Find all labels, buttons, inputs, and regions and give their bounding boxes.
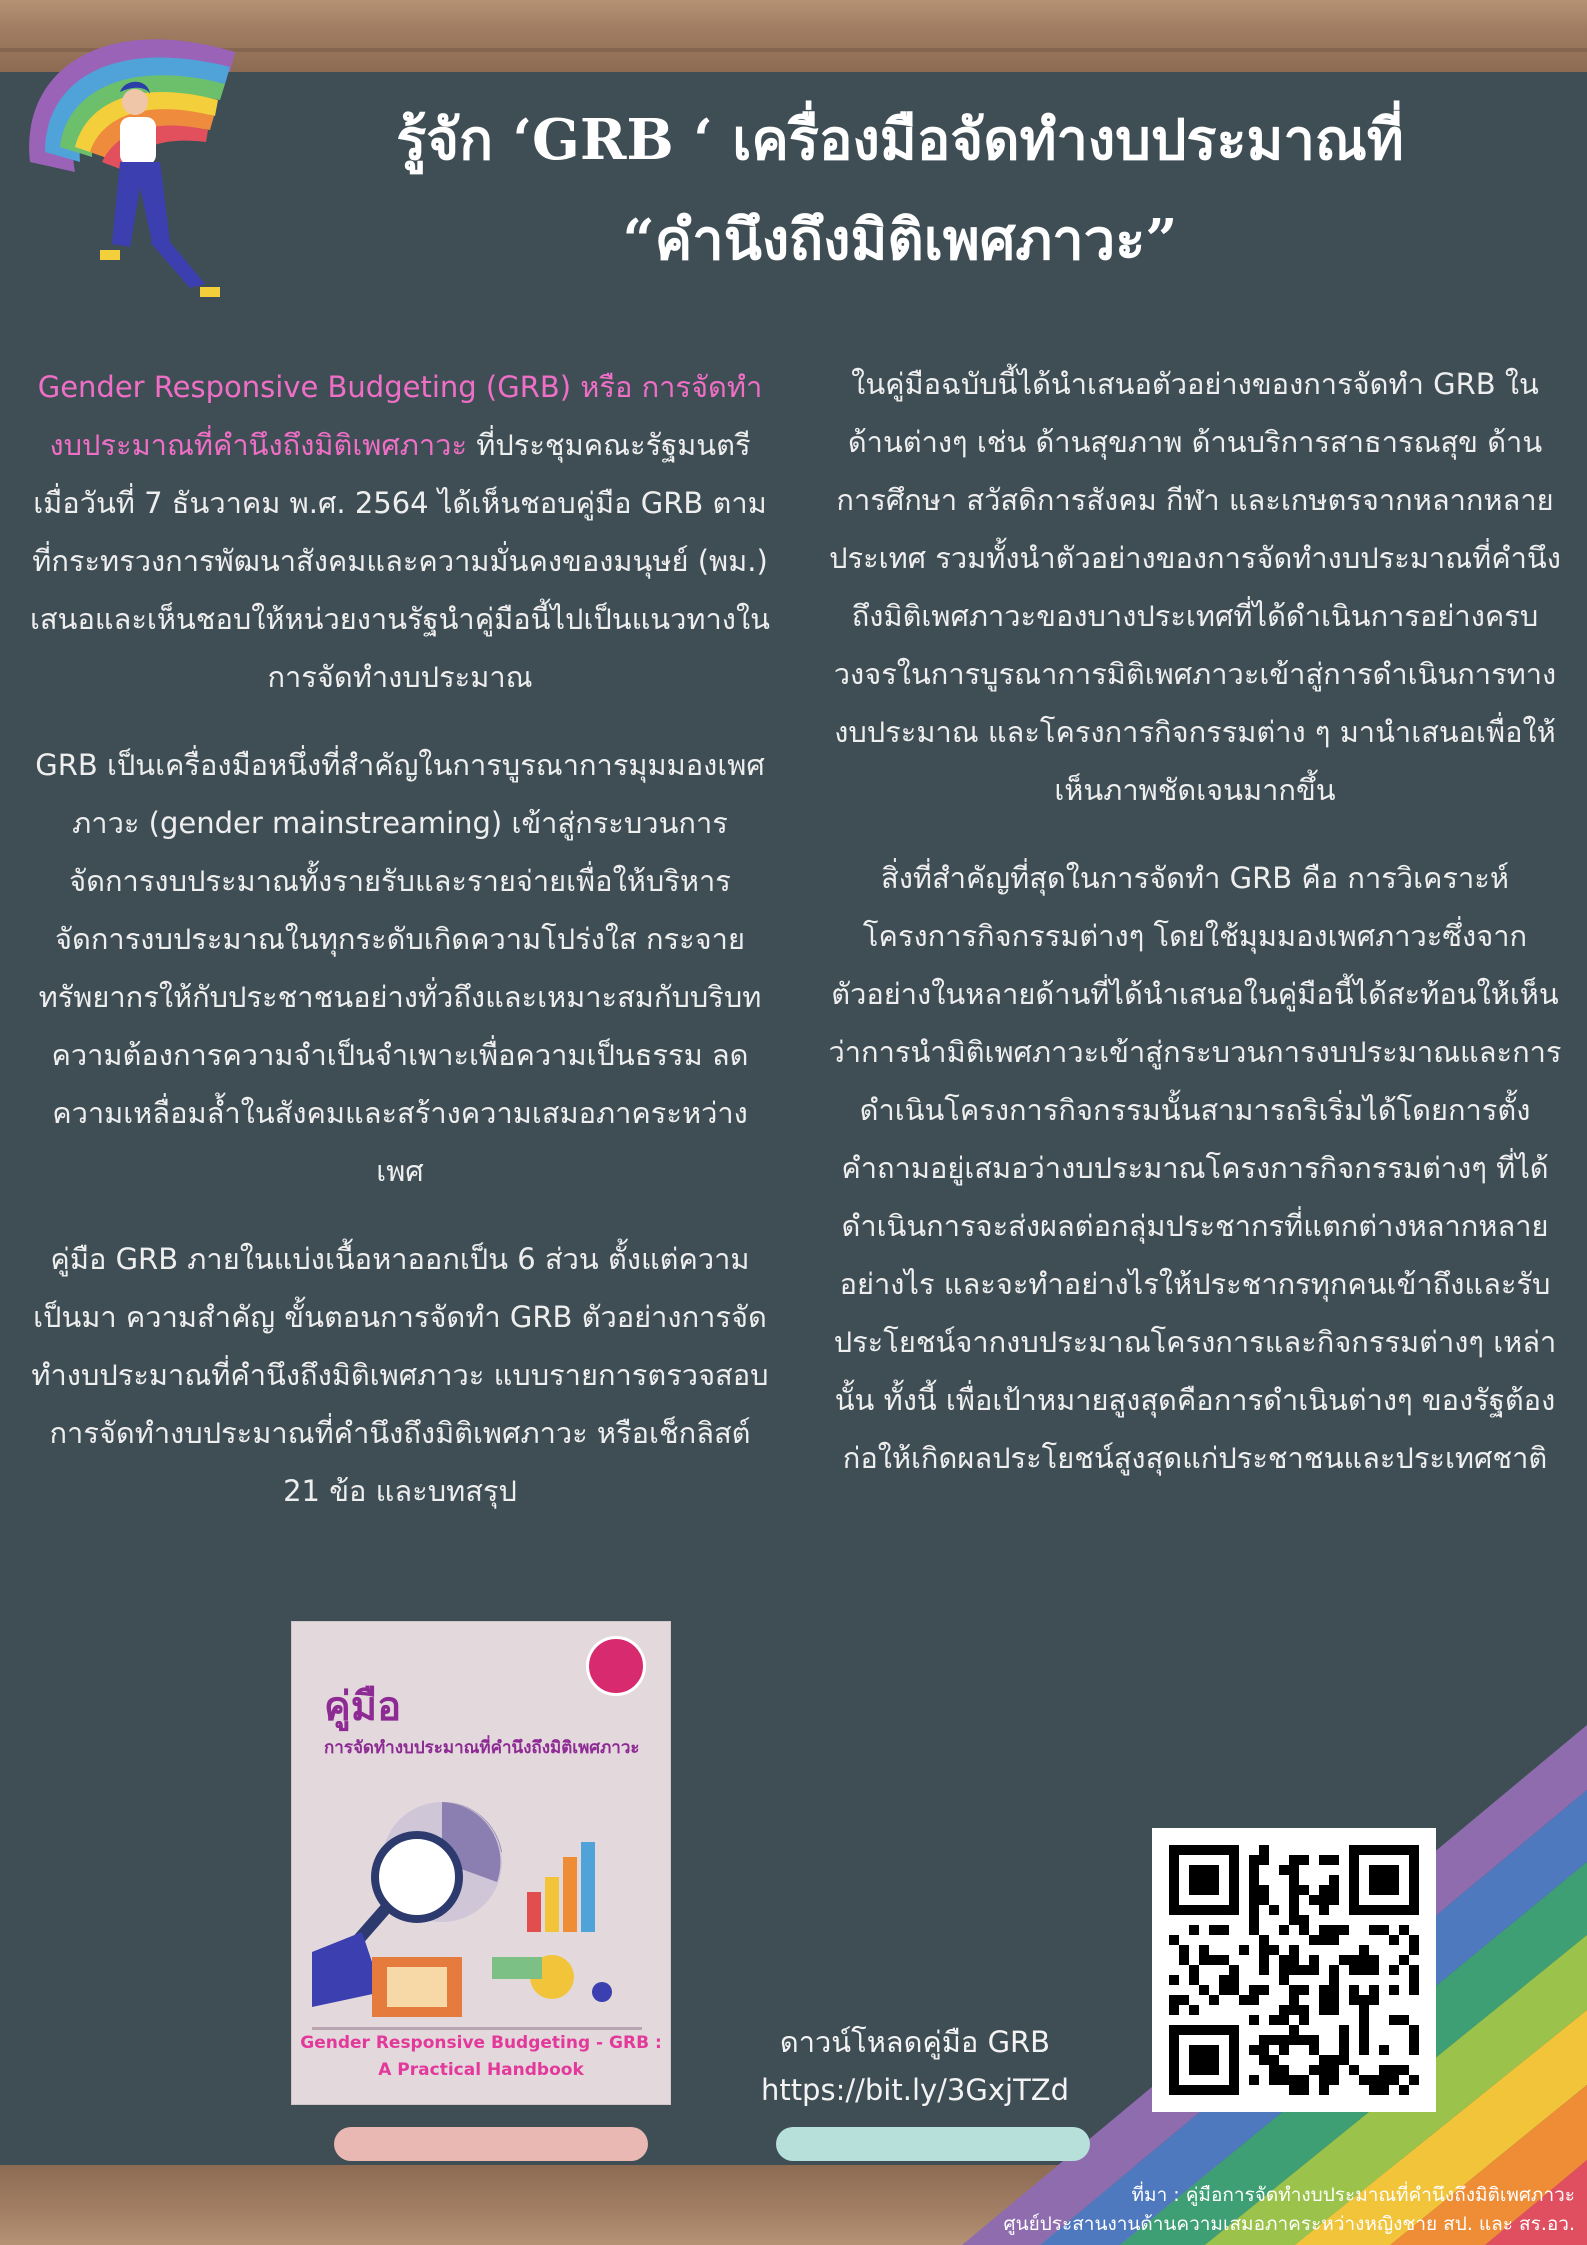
left-paragraph-1 [30, 358, 770, 706]
woman-with-rainbow-flag-illustration [20, 12, 260, 312]
left-column [30, 358, 770, 1550]
page-title [230, 90, 1570, 290]
handbook-illustration [292, 1782, 670, 2042]
source-line-2: ศูนย์ประสานงานด้านความเสมอภาคระหว่างหญิงชาย สป. และ สร.อว. [1003, 2213, 1575, 2235]
title-line-1: รู้จัก ‘GRB ‘ เครื่องมือจัดทำงบประมาณที่ [396, 107, 1404, 173]
handbook-subtitle: การจัดทำงบประมาณที่คำนึงถึงมิติเพศภาวะ [324, 1738, 640, 1758]
qr-code[interactable] [1152, 1828, 1436, 2112]
rainbow-dashed-divider [797, 355, 805, 1755]
left-paragraph-3: คู่มือ GRB ภายในแบ่งเนื้อหาออกเป็น 6 ส่วน ตั้งแต่ความเป็นมา ความสำคัญ ขั้นตอนการจัดทำ GRB ตัวอย่างการจัดทำงบประมาณที่คำนึงถึงมิติเพศภาวะ แบบรายการตรวจสอบการจัดทำงบประมาณที่คำนึงถึงมิติเพศภาวะ หรือเช็กลิสต์ 21 ข้อ และบทสรุป [31, 1242, 769, 1508]
left-paragraph-1-text: ที่ประชุมคณะรัฐมนตรี เมื่อวันที่ 7 ธันวาคม พ.ศ. 2564 ได้เห็นชอบคู่มือ GRB ตามที่กระทรวงการพัฒนาสังคมและความมั่นคงของมนุษย์ (พม.) เสนอและเห็นชอบให้หน่วยงานรัฐนำคู่มือนี้ไปเป็นแนวทางในการจัดทำงบประมาณ [30, 428, 770, 694]
grb-highlight: Gender Responsive Budgeting (GRB) หรือ การจัดทำงบประมาณที่คำนึงถึงมิติเพศภาวะ [37, 370, 763, 462]
download-link[interactable]: https://bit.ly/3GxjTZd [760, 2073, 1070, 2107]
handbook-english-line-1: Gender Responsive Budgeting - GRB : [300, 2033, 662, 2053]
handbook-cover-image [292, 1622, 670, 2104]
right-paragraph-2: สิ่งที่สำคัญที่สุดในการจัดทำ GRB คือ การวิเคราะห์โครงการกิจกรรมต่างๆ โดยใช้มุมมองเพศภาวะซึ่งจากตัวอย่างในหลายด้านที่ได้นำเสนอในคู่มือนี้ได้สะท้อนให้เห็นว่าการนำมิติเพศภาวะเข้าสู่กระบวนการงบประมาณและการดำเนินโครงการกิจกรรมนั้นสามารถริเริ่มได้โดยการตั้งคำถามอยู่เสมอว่างบประมาณโครงการกิจกรรมต่างๆ ที่ได้ดำเนินการจะส่งผลต่อกลุ่มประชากรที่แตกต่างหลากหลายอย่างไร และจะทำอย่างไรให้ประชากรทุกคนเข้าถึงและรับประโยชน์จากงบประมาณโครงการและกิจกรรมต่างๆ เหล่านั้น ทั้งนี้ เพื่อเป้าหมายสูงสุดคือการดำเนินต่างๆ ของรัฐต้องก่อให้เกิดผลประโยชน์สูงสุดแก่ประชาชนและประเทศชาติ [828, 861, 1562, 1475]
download-label: ดาวน์โหลดคู่มือ GRB [779, 2025, 1051, 2059]
download-info [755, 2018, 1075, 2114]
title-line-2: “คำนึงถึงมิติเพศภาวะ” [622, 207, 1178, 273]
right-paragraph-1: ในคู่มือฉบับนี้ได้นำเสนอตัวอย่างของการจัดทำ GRB ในด้านต่างๆ เช่น ด้านสุขภาพ ด้านบริการสาธารณสุข ด้านการศึกษา สวัสดิการสังคม กีฬา และเกษตรจากหลากหลายประเทศ รวมทั้งนำตัวอย่างของการจัดทำงบประมาณที่คำนึงถึงมิติเพศภาวะของบางประเทศที่ได้ดำเนินการอย่างครบวงจรในการบูรณาการมิติเพศภาวะเข้าสู่การดำเนินการทางงบประมาณ และโครงการกิจกรรมต่าง ๆ มานำเสนอเพื่อให้เห็นภาพชัดเจนมากขึ้น [829, 367, 1561, 807]
right-column [825, 355, 1565, 1517]
source-line-1: ที่มา : คู่มือการจัดทำงบประมาณที่คำนึงถึงมิติเพศภาวะ [1131, 2184, 1575, 2206]
source-credit [1004, 2181, 1575, 2239]
left-paragraph-2: GRB เป็นเครื่องมือหนึ่งที่สำคัญในการบูรณาการมุมมองเพศภาวะ (gender mainstreaming) เข้าสู่กระบวนการจัดการงบประมาณทั้งรายรับและรายจ่ายเพื่อให้บริหารจัดการงบประมาณในทุกระดับเกิดความโปร่งใส กระจายทรัพยากรให้กับประชาชนอย่างทั่วถึงและเหมาะสมกับบริบทความต้องการความจำเป็นจำเพาะเพื่อความเป็นธรรม ลดความเหลื่อมล้ำในสังคมและสร้างความเสมอภาคระหว่างเพศ [35, 748, 765, 1188]
handbook-english-title [292, 2030, 670, 2084]
seal-icon [586, 1636, 646, 1696]
handbook-english-line-2: A Practical Handbook [378, 2060, 584, 2080]
handbook-title: คู่มือ [324, 1684, 402, 1730]
teal-paper-roll [776, 2127, 1090, 2161]
qr-code-pattern [1152, 1828, 1436, 2112]
pink-paper-roll [334, 2127, 648, 2161]
